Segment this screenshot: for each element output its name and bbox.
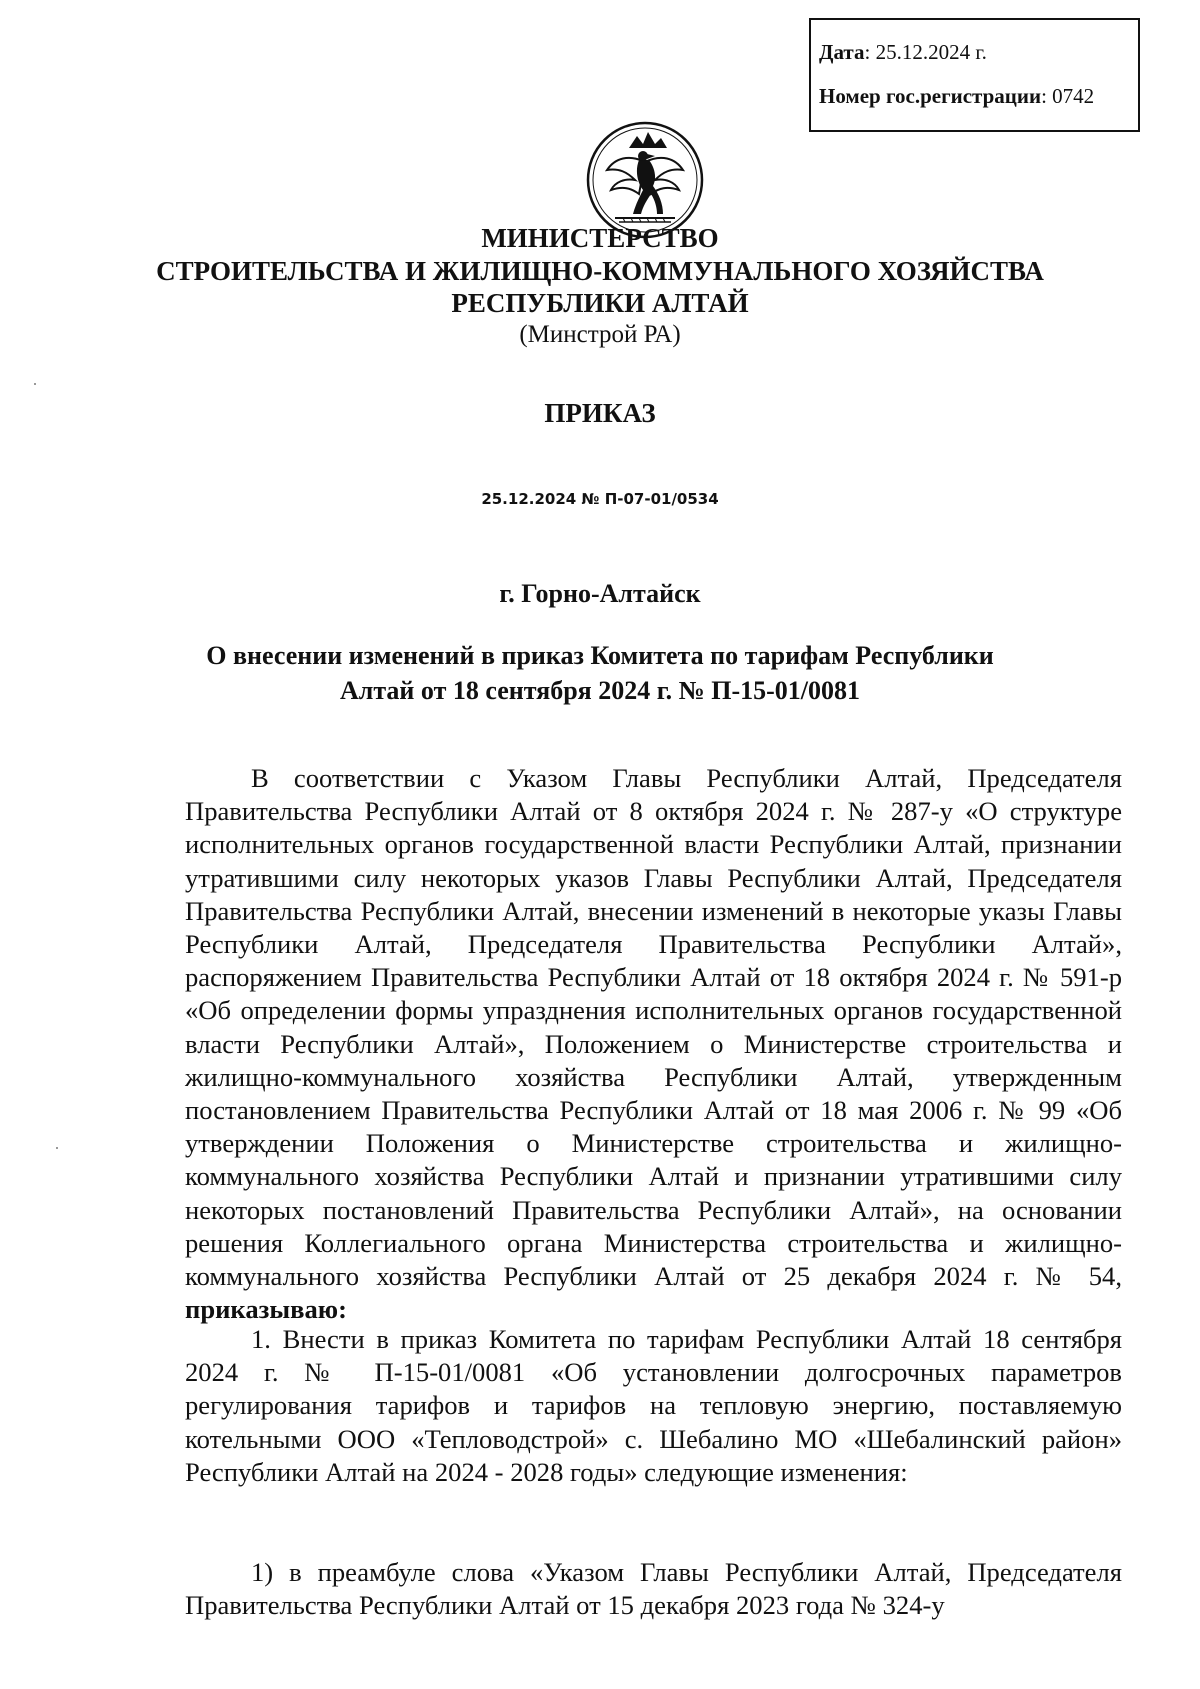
subject-line-1: О внесении изменений в приказ Комитета по тарифам Республики [206,641,994,670]
date-value: : 25.12.2024 г. [864,40,987,64]
document-type: ПРИКАЗ [544,398,656,428]
registration-box [809,18,1140,132]
city: г. Горно-Алтайск [499,579,701,608]
document-number: 25.12.2024 № П-07-01/0534 [481,490,719,508]
subitem-1-text: 1) в преамбуле слова «Указом Главы Республики Алтай, Председателя Правительства Республики Алтай от 15 декабря 2023 года № 324-у [185,1557,1122,1621]
number-value: : 0742 [1041,84,1095,108]
ministry-short-name: (Минстрой РА) [519,321,681,348]
subitem-1-paragraph [185,1556,1122,1622]
number-label: Номер гос.регистрации [819,84,1042,108]
item-1-paragraph [185,1323,1122,1489]
scan-speck [56,1147,58,1149]
registration-number [819,86,1094,107]
ministry-line-1: МИНИСТЕРСТВО [481,223,719,253]
order-word: приказываю: [185,1294,347,1325]
preamble-paragraph [185,762,1122,1326]
registration-date [819,42,987,63]
preamble-text: В соответствии с Указом Главы Республики Алтай, Председателя Правительства Республики Алтай от 8 октября 2024 г. № 287-у «О структуре исполнительных органов государственной власти Республики Алтай, признании утратившими силу некоторых указов Главы Республики Алтай, Председателя Правительства Республики Алтай, внесении изменений в некоторые указы Главы Республики Алтай, Председателя Правительства Республики Алтай», распоряжением Правительства Республики Алтай от 18 октября 2024 г. № 591-р «Об определении формы упразднения исполнительных органов государственной власти Республики Алтай», Положением о Министерстве строительства и жилищно-коммунального хозяйства Республики Алтай, утвержденным постановлением Правительства Республики Алтай от 18 мая 2006 г. № 99 «Об утверждении Положения о Министерстве строительства и жилищно-коммунального хозяйства Республики Алтай и признании утратившими силу некоторых постановлений Правительства Республики Алтай», на основании решения Коллегиального органа Министерства строительства и жилищно-коммунального хозяйства Республики Алтай от 25 декабря 2024 г. № 54, [185,763,1122,1292]
ministry-line-2: СТРОИТЕЛЬСТВА И ЖИЛИЩНО-КОММУНАЛЬНОГО ХОЗЯЙСТВА [156,256,1044,286]
date-label: Дата [819,40,865,64]
scan-speck [34,383,36,385]
subject-line-2: Алтай от 18 сентября 2024 г. № П-15-01/0081 [339,676,861,705]
ministry-line-3: РЕСПУБЛИКИ АЛТАЙ [451,288,749,318]
item-1-text: 1. Внести в приказ Комитета по тарифам Республики Алтай 18 сентября 2024 г. № П-15-01/0081 «Об установлении долгосрочных параметров регулирования тарифов и тарифов на тепловую энергию, поставляемую котельными ООО «Тепловодстрой» с. Шебалино МО «Шебалинский район» Республики Алтай на 2024 - 2028 годы» следующие изменения: [185,1324,1122,1487]
